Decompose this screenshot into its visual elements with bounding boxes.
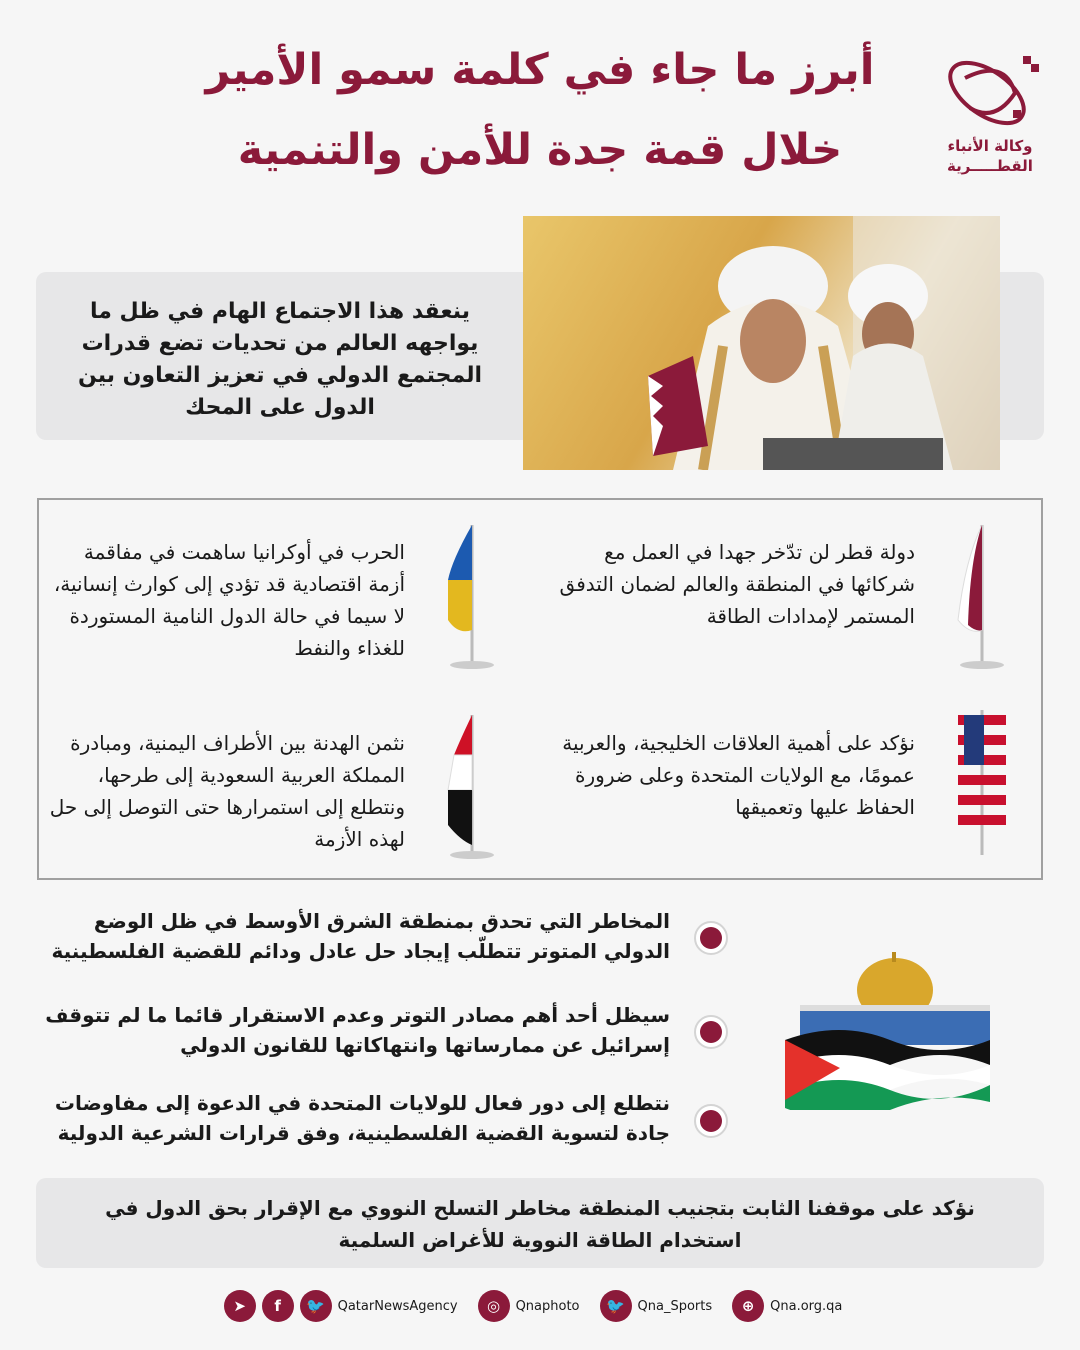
emir-photo [523,216,1000,470]
qatar-flag-icon [950,520,1010,670]
al-aqsa-palestine-flag-icon [780,950,995,1110]
handle-qnaphoto[interactable]: Qnaphoto [515,1298,580,1314]
bullet-icon [694,921,728,955]
bullet-icon [694,1015,728,1049]
twitter-icon[interactable]: 🐦 [300,1290,332,1322]
bullet-text-1: المخاطر التي تحدق بمنطقة الشرق الأوسط في ظل الوضع الدولي المتوتر تتطلّب إيجاد حل عادل ودائم للقضية الفلسطينية [51,909,670,963]
logo-text-line1: وكالة الأنباء [947,137,1033,155]
logo-text-line2: القطـــــرية [947,157,1033,175]
bullet-text-3: نتطلع إلى دور فعال للولايات المتحدة في الدعوة إلى مفاوضات جادة لتسوية القضية الفلسطينية، وفق قرارات الشرعية الدولية [54,1091,670,1145]
ukraine-flag-icon [440,520,500,670]
telegram-icon[interactable]: ➤ [224,1290,256,1322]
quote-text: ينعقد هذا الاجتماع الهام في ظل ما يواجهه العالم من تحديات تضع قدرات المجتمع الدولي في تعزيز التعاون بين الدول على المحك [77,299,483,420]
qna-logo [935,48,1050,188]
photo-illustration [523,216,1000,470]
item-usa-text: نؤكد على أهمية العلاقات الخليجية، والعربية عمومًا، مع الولايات المتحدة وعلى ضرورة الحفاظ عليها وتعميقها [562,731,915,819]
item-yemen-text: نثمن الهدنة بين الأطراف اليمنية، ومبادرة المملكة العربية السعودية إلى طرحها، ونتطلع إلى استمرارها حتى التوصل إلى حل لهذه الأزمة [49,731,405,851]
qna-logo-icon [935,48,1045,138]
title-line-2: خلال قمة جدة للأمن والتنمية [237,125,843,175]
twitter-icon[interactable]: 🐦 [600,1290,632,1322]
bullet-icon [694,1104,728,1138]
bullet-text-2: سيظل أحد أهم مصادر التوتر وعدم الاستقرار قائما ما لم تتوقف إسرائيل عن ممارساتها وانتهاكاتها للقانون الدولي [45,1003,670,1057]
footer-social [0,1290,1080,1322]
handle-qatarnewsagency[interactable]: QatarNewsAgency [337,1298,458,1314]
title-line-1: أبرز ما جاء في كلمة سمو الأمير [205,45,875,95]
usa-flag-icon [950,705,1010,855]
globe-icon[interactable]: ⊕ [732,1290,764,1322]
bottom-statement: نؤكد على موقفنا الثابت بتجنيب المنطقة مخاطر التسلح النووي مع الإقرار بحق الدول في استخدام الطاقة النووية للأغراض السلمية [105,1196,975,1252]
facebook-icon[interactable]: f [262,1290,294,1322]
item-qatar-text: دولة قطر لن تدّخر جهدا في العمل مع شركائها في المنطقة والعالم لضمان التدفق المستمر لإمدادات الطاقة [559,540,915,628]
website-link[interactable]: Qna.org.qa [770,1298,843,1314]
instagram-icon[interactable]: ◎ [478,1290,510,1322]
item-ukraine-text: الحرب في أوكرانيا ساهمت في مفاقمة أزمة اقتصادية قد تؤدي إلى كوارث إنسانية، لا سيما في حالة الدول النامية المستوردة للغذاء والنفط [53,540,405,660]
yemen-flag-icon [440,710,500,860]
handle-qna-sports[interactable]: Qna_Sports [637,1298,713,1314]
